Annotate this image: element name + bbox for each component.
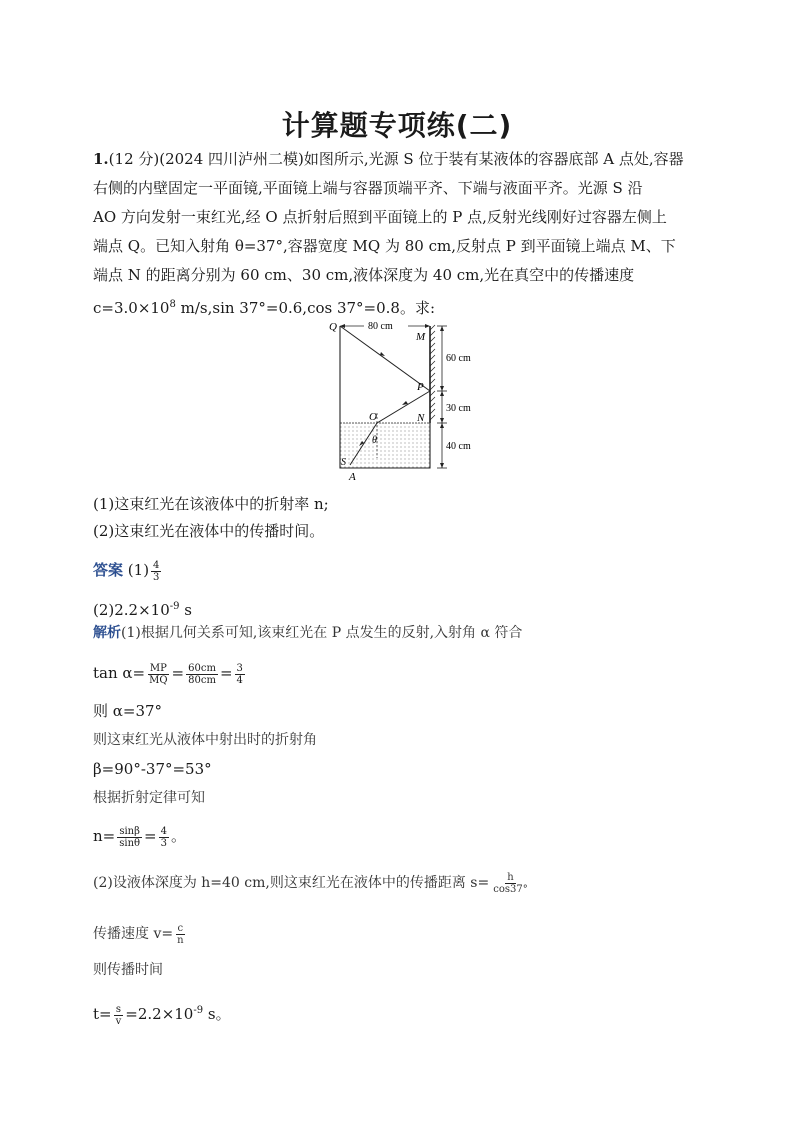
problem-number: 1. (93, 150, 109, 168)
optics-diagram (320, 318, 480, 483)
question-2: (2)这束红光在液体中的传播时间。 (93, 522, 325, 540)
label-S: S (341, 457, 346, 468)
answer-1-prefix: (1) (127, 561, 150, 579)
label-pn: 30 cm (446, 403, 471, 414)
speed-value: c=3.0×10 (93, 299, 170, 317)
solution-alpha: 则 α=37° (93, 702, 163, 720)
answer-2: $(2)2.2\times 10^{-9}$ s (93, 601, 192, 619)
problem-line-2: 右侧的内壁固定一平面镜,平面镜上端与容器顶端平齐、下端与液面平齐。光源 S 沿 (93, 179, 643, 197)
question-1: (1)这束红光在该液体中的折射率 n; (93, 495, 329, 513)
label-M: M (416, 331, 426, 343)
speed-exponent: 8 (169, 299, 176, 310)
label-O: O (369, 411, 377, 423)
solution-n: n= $\frac{\sin\beta}{\sin\theta}$ = $\frac{4}{3}$ 。 (93, 825, 186, 849)
label-width: 80 cm (368, 321, 393, 332)
solution-line-8: (2)设液体深度为 h=40 cm,则这束红光在液体中的传播距离 s= $\frac{h}{\cos 37^\circ}$ (93, 871, 528, 895)
solution-line-6: 根据折射定律可知 (93, 790, 205, 806)
liquid-region (340, 423, 430, 468)
solution-label: 解析 (93, 625, 121, 641)
answer-label: 答案 (93, 561, 124, 579)
problem-line-5: 端点 N 的距离分别为 60 cm、30 cm,液体深度为 40 cm,光在真空中的传播速度 (93, 266, 635, 284)
solution-line-1: 解析(1)根据几何关系可知,该束红光在 P 点发生的反射,入射角 α 符合 (93, 625, 523, 641)
solution-line-10: 则传播时间 (93, 962, 163, 978)
label-Q: Q (329, 321, 337, 333)
solution-velocity: 传播速度 v= $\frac{c}{n}$ (93, 922, 184, 946)
label-theta: θ (372, 435, 377, 446)
problem-line-4: 端点 Q。已知入射角 θ=37°,容器宽度 MQ 为 80 cm,反射点 P 到平面镜上端点 M、下 (93, 237, 676, 255)
label-mp: 60 cm (446, 353, 471, 364)
solution-beta: β=90°-37°=53° (93, 760, 212, 778)
problem-source: (12 分)(2024 四川泸州二模) (108, 150, 304, 168)
label-depth: 40 cm (446, 441, 471, 452)
solution-line-4: 则这束红光从液体中射出时的折射角 (93, 732, 317, 748)
page-title: 计算题专项练(二) (281, 109, 513, 142)
problem-text-1: 如图所示,光源 S 位于装有某液体的容器底部 A 点处,容器 (303, 150, 684, 168)
answer-1 (93, 556, 163, 585)
solution-tan: tan α= $\frac{MP}{MQ}$ = $\frac{60cm}{80cm}$ = $\frac{3}{4}$ (93, 662, 243, 686)
problem-line-3: AO 方向发射一束红光,经 O 点折射后照到平面镜上的 P 点,反射光线刚好过容器左侧上 (93, 208, 667, 226)
given-values: m/s,sin 37°=0.6,cos 37°=0.8。求: (175, 299, 436, 317)
label-A: A (349, 471, 356, 483)
label-P: P (417, 381, 424, 393)
label-N: N (417, 412, 425, 424)
solution-time: t= $\frac{s}{v}$ $=2.2\times 10^{-9}$ s。 (93, 1003, 231, 1027)
problem-line-1 (93, 145, 684, 174)
answer-1-fraction: $\frac{4}{3}$ (153, 559, 160, 583)
